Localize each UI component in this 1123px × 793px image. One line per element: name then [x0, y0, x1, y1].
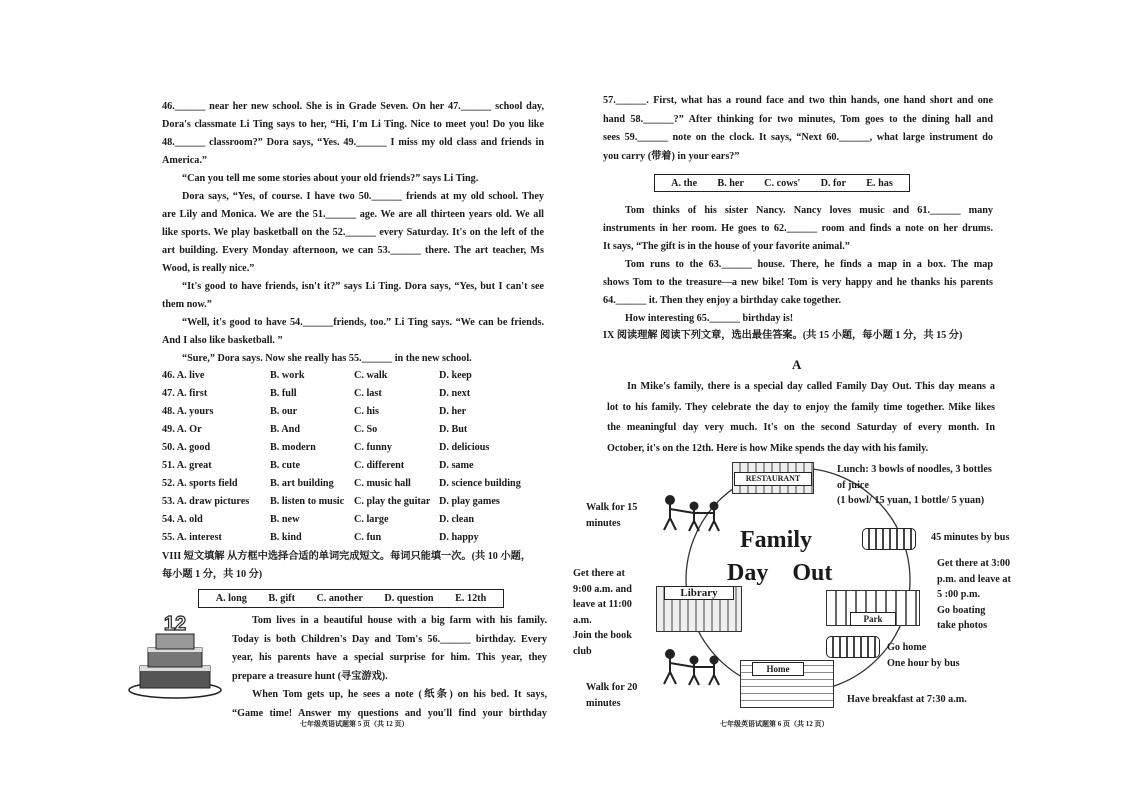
walk-15-note: Walk for 15 minutes [586, 502, 638, 529]
answer-option[interactable]: 46. A. live [162, 370, 205, 381]
passage-line: “Game time! Answer my questions and you'll find your birthday [232, 707, 547, 719]
answer-option[interactable]: B. And [270, 424, 301, 435]
answer-option[interactable]: 49. A. Or [162, 424, 202, 435]
answer-option[interactable]: D. clean [439, 514, 475, 525]
word-option: D. for [820, 177, 847, 189]
restaurant-sign: RESTAURANT [734, 472, 812, 486]
passage-line: sees 59.______ note on the clock. It says, “Next 60.______, what large instrument do [603, 132, 993, 143]
passage-line: prepare a treasure hunt (寻宝游戏). [232, 670, 388, 682]
answer-option[interactable]: D. science building [439, 478, 521, 489]
park-sign: Park [850, 612, 896, 626]
library-sign: Library [664, 586, 734, 600]
passage-line: you carry (带着) in your ears?” [603, 150, 740, 162]
passage-line: art building. Every Monday afternoon, we can 53.______ there. The art teacher, Ms [162, 245, 544, 256]
word-box-left [198, 589, 504, 608]
passage-line: “Sure,” Dora says. Now she really has 55.______ in the new school. [182, 353, 472, 364]
passage-line: them now.” [162, 299, 212, 310]
walking-family-icon [656, 648, 728, 688]
passage-line: America.” [162, 155, 207, 166]
answer-option[interactable]: 54. A. old [162, 514, 203, 525]
answer-option[interactable]: B. full [270, 388, 297, 399]
part-label: A [792, 357, 802, 372]
answer-option[interactable]: B. art building [270, 478, 334, 489]
answer-option[interactable]: D. keep [439, 370, 472, 381]
passage-line: It says, “The gift is in the house of your favorite animal.” [603, 241, 850, 252]
answer-option[interactable]: B. modern [270, 442, 316, 453]
passage-line: “Can you tell me some stories about your old friends?” says Li Ting. [182, 173, 479, 184]
passage-line: instruments in her room. He goes to 62.______ room and finds a note on her drums. [603, 223, 993, 234]
passage-line: 48.______ classroom?” Dora says, “Yes. 49.______ I miss my old class and friends in [162, 137, 544, 148]
answer-option[interactable]: 52. A. sports field [162, 478, 238, 489]
answer-option[interactable]: D. happy [439, 532, 479, 543]
passage-line: 64.______ it. Then they enjoy a birthday cake together. [603, 295, 841, 306]
answer-option[interactable]: 51. A. great [162, 460, 212, 471]
passage-line: When Tom gets up, he sees a note (纸条) on his bed. It says, [252, 689, 547, 700]
word-option: C. another [316, 593, 363, 604]
page-footer-left: 七年级英语试题第 5 页（共 12 页） [300, 720, 409, 728]
passage-line: hand 58.______?” After thinking for two minutes, Tom goes to the dining hall and [603, 113, 993, 125]
word-option: D. question [384, 593, 434, 604]
passage-line: Dora says, “Yes, of course. I have two 50.______ friends at my old school. They [182, 191, 544, 202]
answer-option[interactable]: B. cute [270, 460, 300, 471]
answer-option[interactable]: B. listen to music [270, 496, 345, 507]
walking-family-icon [656, 494, 728, 534]
passage-line: like sports. We play basketball on the 52.______ every Saturday. It's on the left of the [162, 227, 544, 238]
passage-line: year, his parents have a special surprise for him. This year, they [232, 652, 547, 663]
answer-option[interactable]: B. kind [270, 532, 302, 543]
passage-line: How interesting 65.______ birthday is! [625, 313, 794, 324]
answer-option[interactable]: D. delicious [439, 442, 490, 453]
section8-title: VIII 短文填解 从方框中选择合适的单词完成短文。每词只能填一次。(共 10 小题， [162, 551, 532, 562]
section9-title: IX 阅读理解 阅读下列文章，选出最佳答案。(共 15 小题，每小题 1 分，共 15 分) [603, 330, 963, 341]
answer-option[interactable]: D. next [439, 388, 471, 399]
answer-option[interactable]: C. different [354, 460, 405, 471]
go-home-note: Go home One hour by bus [887, 642, 960, 669]
home-sign: Home [752, 662, 804, 676]
answer-option[interactable]: C. play the guitar [354, 496, 431, 507]
birthday-cake-illustration [126, 606, 224, 702]
answer-option[interactable]: D. her [439, 406, 467, 417]
passage-line: shows Tom to the treasure—a new bike! Tom is very happy and he thanks his parents [603, 277, 993, 288]
answer-option[interactable]: B. our [270, 406, 298, 417]
passage-line: the meaningful day very much. It's on the second Saturday of every month. In [607, 422, 995, 433]
walk-20-note: Walk for 20 minutes [586, 682, 638, 709]
answer-option[interactable]: B. work [270, 370, 305, 381]
word-option: B. gift [268, 593, 295, 604]
passage-line: 46.______ near her new school. She is in Grade Seven. On her 47.______ school day, [162, 101, 544, 112]
bus-icon [862, 528, 916, 550]
diagram-title-day-out: Day Out [727, 560, 833, 586]
answer-option[interactable]: 48. A. yours [162, 406, 214, 417]
answer-option[interactable]: C. music hall [354, 478, 411, 489]
passage-line: 57.______. First, what has a round face and two thin hands, one hand short and one [603, 95, 993, 106]
word-option: A. long [215, 593, 247, 604]
word-option: A. the [671, 177, 698, 189]
passage-line: Today is both Children's Day and Tom's 56.______ birthday. Every [232, 633, 547, 645]
answer-option[interactable]: 47. A. first [162, 388, 208, 399]
passage-line: Wood, is really nice.” [162, 263, 255, 274]
answer-option[interactable]: 53. A. draw pictures [162, 496, 250, 507]
lunch-note: Lunch: 3 bowls of noodles, 3 bottles of juice (1 bowl/ 15 yuan, 1 bottle/ 5 yuan) [837, 464, 992, 506]
answer-option[interactable]: C. So [354, 424, 378, 435]
breakfast-note: Have breakfast at 7:30 a.m. [847, 694, 967, 705]
passage-line: lot to his family. They celebrate the day to enjoy the family time together. Mike likes [607, 401, 995, 413]
answer-option[interactable]: C. funny [354, 442, 392, 453]
passage-line: “It's good to have friends, isn't it?” says Li Ting. Dora says, “Yes, but I can't see [182, 281, 544, 292]
word-box-right [654, 174, 910, 192]
answer-option[interactable]: C. fun [354, 532, 382, 543]
answer-option[interactable]: C. large [354, 514, 389, 525]
cake-number: 12 [163, 613, 187, 635]
passage-line: In Mike's family, there is a special day called Family Day Out. This day means a [627, 381, 995, 392]
word-option: E. has [866, 177, 893, 189]
word-option: E. 12th [455, 593, 487, 604]
page-footer-right: 七年级英语试题第 6 页（共 12 页） [720, 720, 829, 728]
word-option: B. her [717, 177, 744, 189]
passage-line: Tom thinks of his sister Nancy. Nancy loves music and 61.______ many [625, 205, 993, 216]
passage-line: are Lily and Monica. We are the 51.______ age. We are all thirteen years old. We all [162, 209, 544, 220]
passage-line: Dora's classmate Li Ting says to her, “Hi, I'm Li Ting. Nice to meet you! Do you like [162, 119, 544, 130]
answer-option[interactable]: 55. A. interest [162, 532, 222, 543]
passage-line: And I also like basketball. ” [162, 335, 283, 346]
word-option: C. cows' [764, 177, 801, 189]
passage-line: October, it's on the 12th. Here is how Mike spends the day with his family. [607, 442, 929, 454]
library-note: Get there at 9:00 a.m. and leave at 11:00 a.m. Join the book club [573, 568, 632, 657]
answer-option[interactable]: B. new [270, 514, 300, 525]
answer-option[interactable]: C. walk [354, 370, 388, 381]
answer-option[interactable]: 50. A. good [162, 442, 211, 453]
answer-option[interactable]: D. same [439, 460, 474, 471]
bus-icon [826, 636, 880, 658]
section8-title-2: 每小题 1 分，共 10 分) [162, 569, 263, 580]
answer-option[interactable]: C. last [354, 388, 382, 399]
passage-line: Tom lives in a beautiful house with a big farm with his family. [252, 615, 547, 626]
diagram-title-family: Family [740, 527, 812, 553]
bus-45-note: 45 minutes by bus [931, 532, 1010, 543]
passage-line: “Well, it's good to have 54.______friends, too.” Li Ting says. “We can be friends. [182, 317, 544, 328]
park-note: Get there at 3:00 p.m. and leave at 5 :00 p.m. Go boating take photos [937, 558, 1011, 631]
answer-option[interactable]: D. play games [439, 496, 500, 507]
answer-option[interactable]: D. But [439, 424, 468, 435]
passage-line: Tom runs to the 63.______ house. There, he finds a map in a box. The map [625, 259, 993, 270]
answer-option[interactable]: C. his [354, 406, 379, 417]
